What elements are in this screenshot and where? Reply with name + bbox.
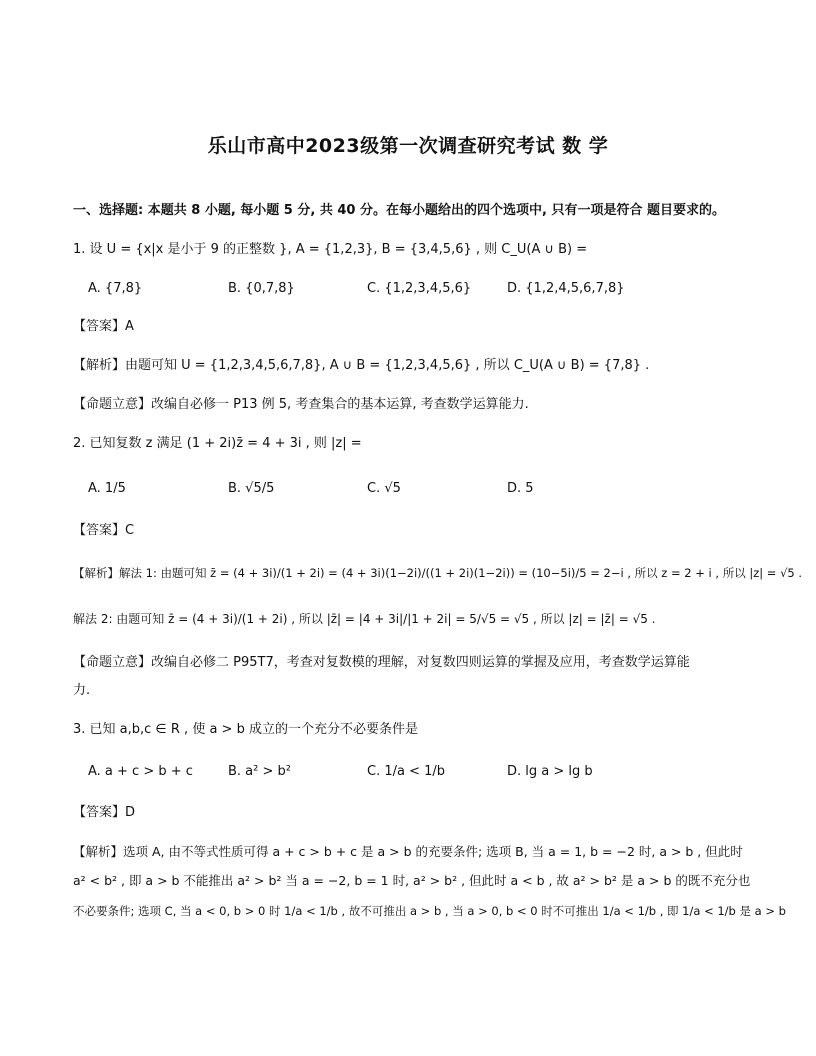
q2-option-b: B. √5/5 <box>228 481 275 496</box>
q2-answer: 【答案】C <box>73 523 135 538</box>
q1-analysis: 【解析】由题可知 U = {1,2,3,4,5,6,7,8}, A ∪ B = {1,2,3,4,5,6} , 所以 C_U(A ∪ B) = {7,8} . <box>73 358 650 373</box>
q1-answer: 【答案】A <box>73 319 134 334</box>
q1-option-c: C. {1,2,3,4,5,6} <box>367 281 472 296</box>
q2-analysis-method-2: 解法 2: 由题可知 z̄ = (4 + 3i)/(1 + 2i) , 所以 |z̄| = |4 + 3i|/|1 + 2i| = 5/√5 = √5 , 所以 |z| = |z̄| = √5 . <box>73 612 656 626</box>
q2-option-c: C. √5 <box>367 481 401 496</box>
q3-option-b: B. a² > b² <box>228 764 291 779</box>
q3-option-c: C. 1/a < 1/b <box>367 764 446 779</box>
q1-option-b: B. {0,7,8} <box>228 281 295 296</box>
q1-option-d: D. {1,2,4,5,6,7,8} <box>507 281 625 296</box>
q3-answer: 【答案】D <box>73 805 136 820</box>
q1-stem: 1. 设 U = {x|x 是小于 9 的正整数 }, A = {1,2,3}, B = {3,4,5,6} , 则 C_U(A ∪ B) = <box>73 242 588 257</box>
q2-analysis-method-1: 【解析】解法 1: 由题可知 z̄ = (4 + 3i)/(1 + 2i) = (4 + 3i)(1−2i)/((1 + 2i)(1−2i)) = (10−5i)/5 = 2−i , 所以 z = 2 + i , 所以 |z| = √5 . <box>73 566 803 580</box>
q3-option-d: D. lg a > lg b <box>507 764 593 779</box>
section-header: 一、选择题: 本题共 8 小题, 每小题 5 分, 共 40 分。在每小题给出的四个选项中, 只有一项是符合 题目要求的。 <box>73 203 725 218</box>
q2-option-d: D. 5 <box>507 481 534 496</box>
q3-option-a: A. a + c > b + c <box>88 764 193 779</box>
q3-stem: 3. 已知 a,b,c ∈ R , 使 a > b 成立的一个充分不必要条件是 <box>73 722 418 737</box>
q3-analysis-line-1: 【解析】选项 A, 由不等式性质可得 a + c > b + c 是 a > b 的充要条件; 选项 B, 当 a = 1, b = −2 时, a > b , 但此时 <box>73 844 743 859</box>
q2-intent-line-2: 力. <box>73 683 91 698</box>
q1-intent: 【命题立意】改编自必修一 P13 例 5, 考查集合的基本运算, 考查数学运算能力. <box>73 397 529 412</box>
q3-analysis-line-2: a² < b² , 即 a > b 不能推出 a² > b² 当 a = −2, b = 1 时, a² > b² , 但此时 a < b , 故 a² > b² 是 a > b 的既不充分也 <box>73 873 751 888</box>
q2-option-a: A. 1/5 <box>88 481 126 496</box>
q1-option-a: A. {7,8} <box>88 281 143 296</box>
page-title: 乐山市高中2023级第一次调查研究考试 数 学 <box>207 135 609 157</box>
q2-intent-line-1: 【命题立意】改编自必修二 P95T7，考查对复数模的理解，对复数四则运算的掌握及应用，考查数学运算能 <box>73 655 690 670</box>
q3-analysis-line-3: 不必要条件; 选项 C, 当 a < 0, b > 0 时 1/a < 1/b , 故不可推出 a > b , 当 a > 0, b < 0 时不可推出 1/a < 1/b , 即 1/a < 1/b 是 a > b <box>73 904 786 918</box>
q2-stem: 2. 已知复数 z 满足 (1 + 2i)z̄ = 4 + 3i , 则 |z| = <box>73 436 362 451</box>
